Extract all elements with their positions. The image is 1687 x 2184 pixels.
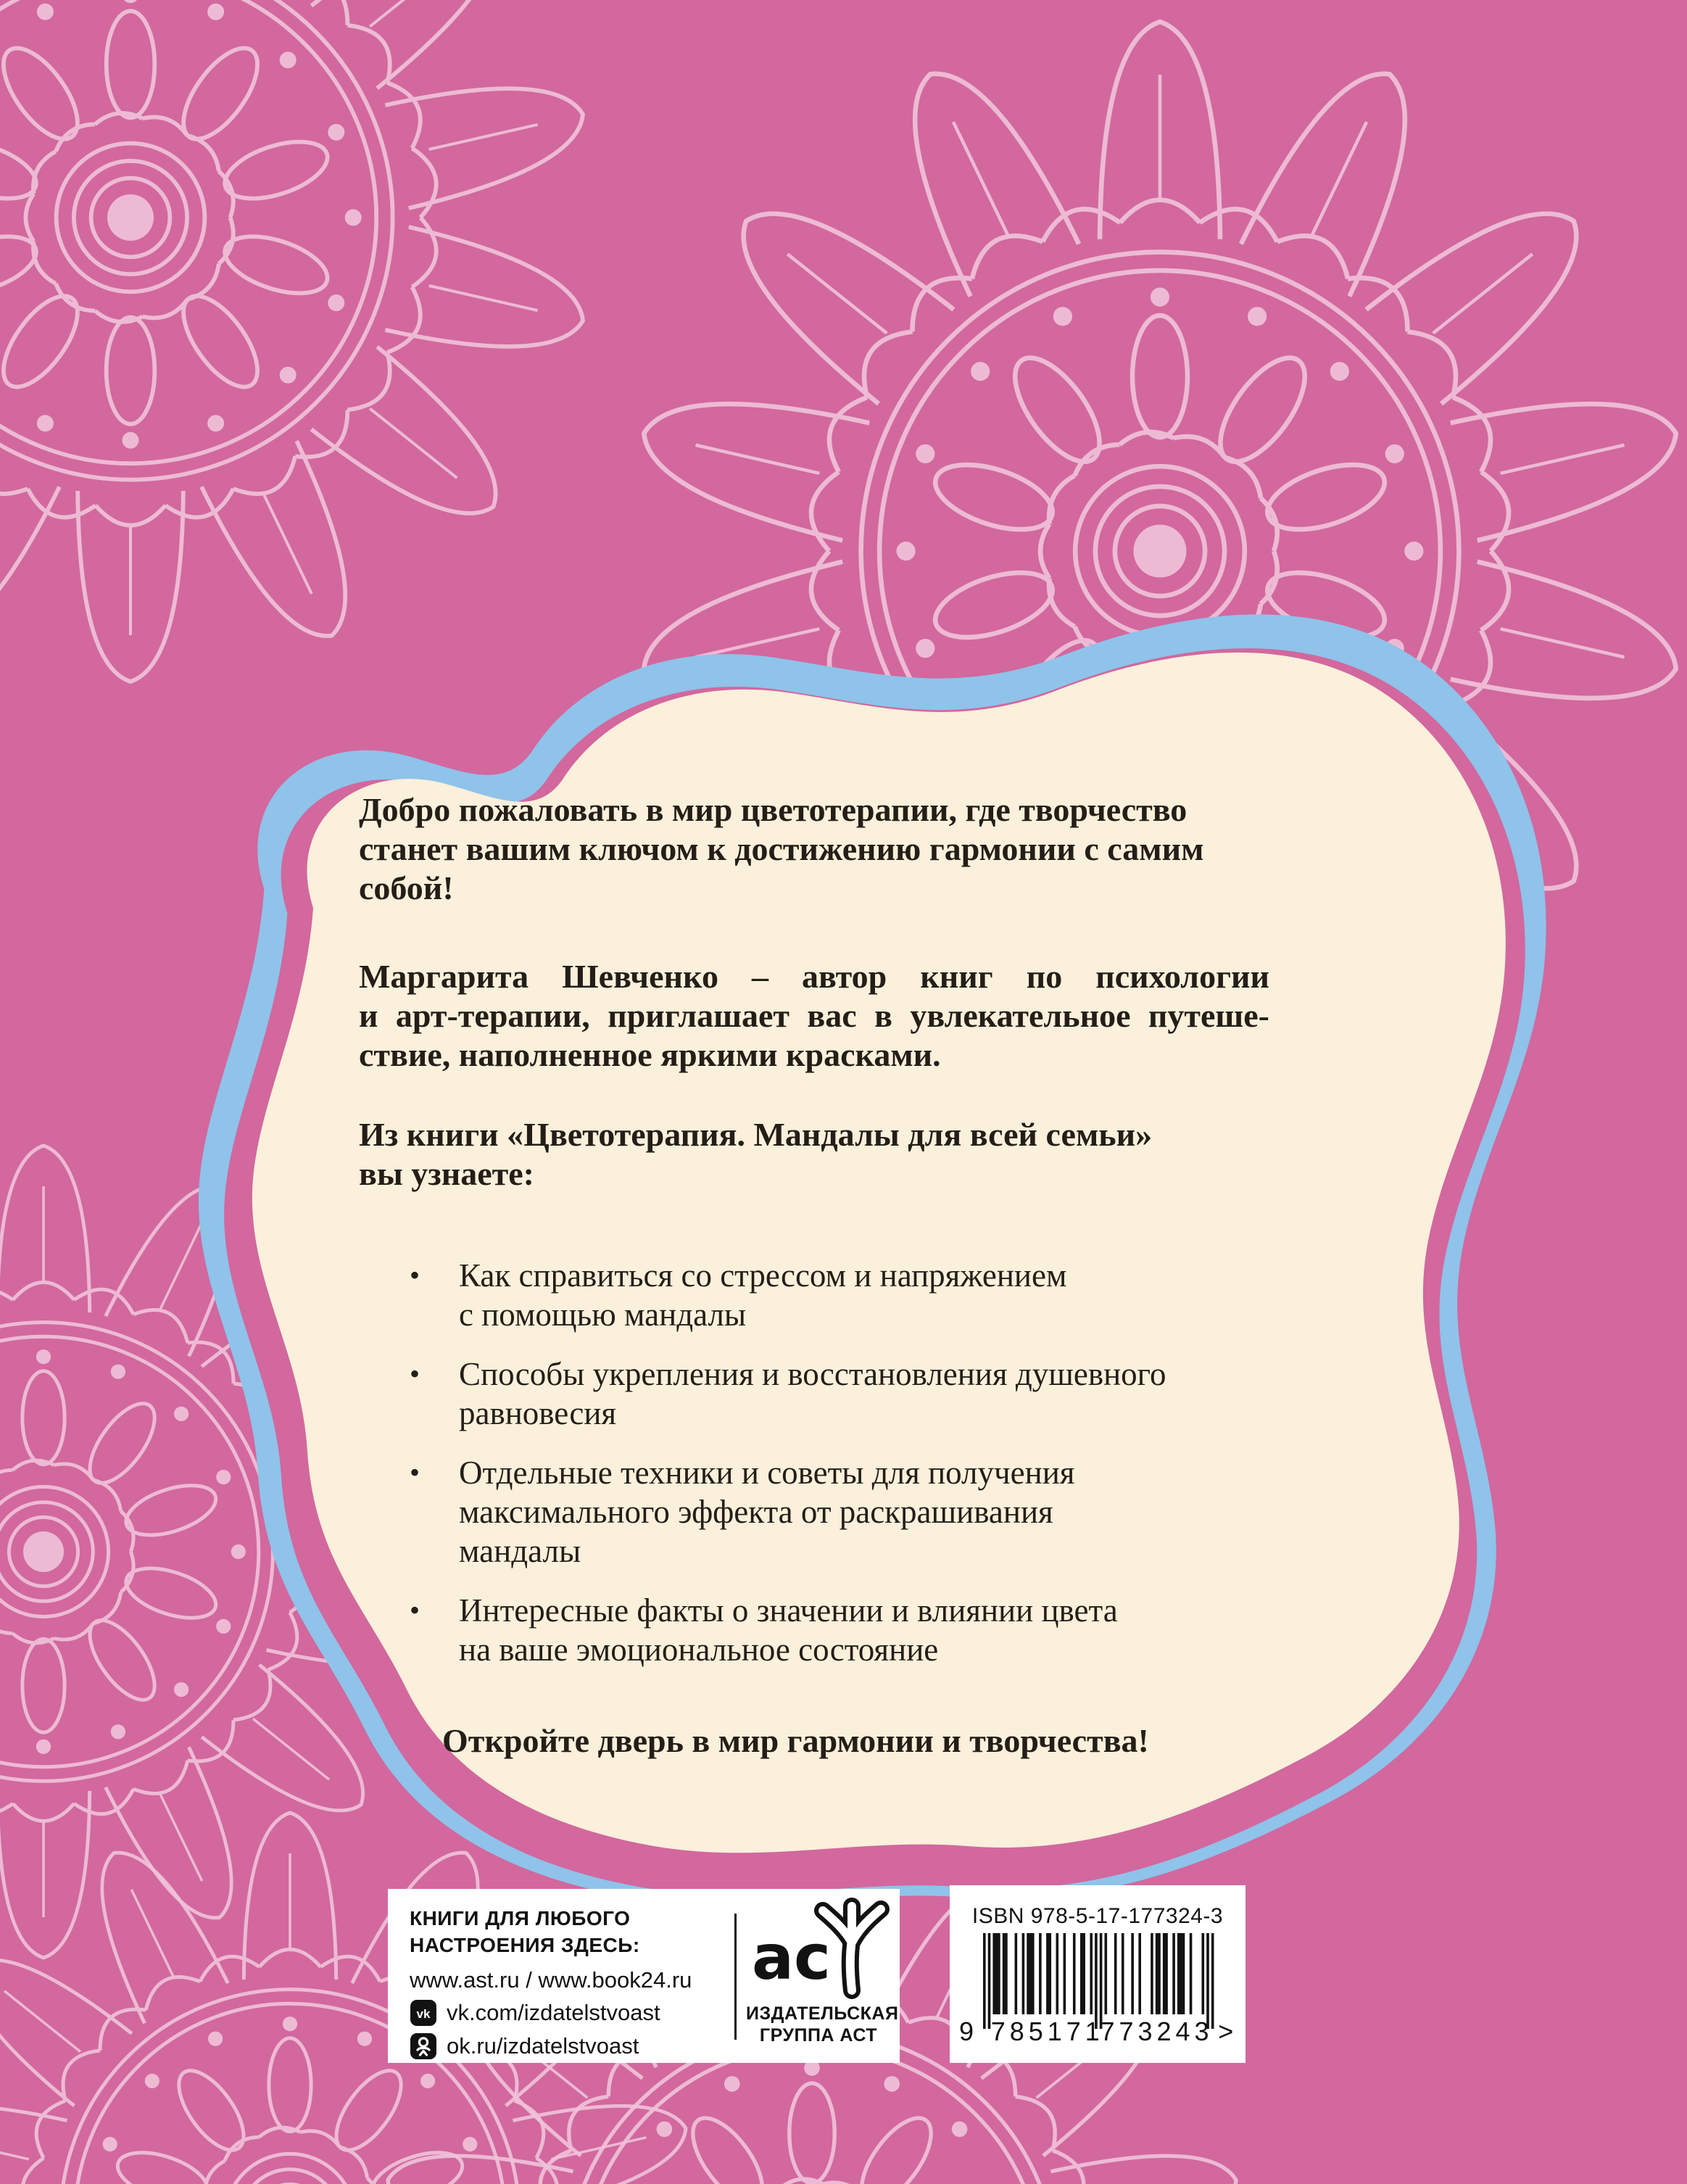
closing-line: Откройте дверь в мир гармонии и творчества! — [442, 1722, 1149, 1759]
vk-link-text: vk.com/izdatelstvoast — [447, 2000, 660, 2025]
text-line: Как справиться со стрессом и напряжением — [459, 1257, 1067, 1294]
svg-text:9: 9 — [958, 2017, 979, 2046]
svg-text:773243: 773243 — [1100, 2017, 1214, 2046]
bullet-item — [359, 1453, 1269, 1571]
websites-line: www.ast.ru / www.book24.ru — [410, 1967, 692, 1993]
author-paragraph — [359, 957, 1269, 1075]
text-line: Способы укрепления и восстановления душевного — [459, 1356, 1166, 1392]
text-line: ствие, наполненное яркими красками. — [359, 1036, 941, 1073]
ok-link-text: ok.ru/izdatelstvoast — [447, 2033, 639, 2059]
text-line: ГРУППА АСТ — [759, 2025, 878, 2046]
text-line: и арт-терапии, приглашает вас в увлекательное путеше- — [359, 997, 1269, 1034]
vk-link-line — [410, 1999, 729, 2027]
text-line: с помощью мандалы — [459, 1296, 747, 1333]
ok-link-line — [410, 2032, 729, 2060]
bullet-dot-icon: • — [410, 1259, 420, 1291]
books-heading — [410, 1905, 729, 1958]
bullet-text — [459, 1453, 1075, 1571]
text-line: мандалы — [459, 1533, 581, 1569]
isbn-box — [950, 1885, 1245, 2063]
vk-icon — [410, 1999, 437, 2027]
bullet-item — [359, 1256, 1269, 1334]
blurb-text-block — [359, 790, 1269, 1760]
divider-line — [734, 1914, 737, 2040]
ast-logo — [746, 1898, 891, 1999]
text-line: ИЗДАТЕЛЬСКАЯ — [746, 2003, 899, 2024]
bullet-dot-icon: • — [410, 1357, 420, 1390]
text-line: вы узнаете: — [359, 1155, 534, 1192]
ok-icon — [410, 2032, 437, 2060]
text-line: КНИГИ ДЛЯ ЛЮБОГО — [410, 1907, 631, 1929]
text-line: на ваше эмоциональное состояние — [459, 1631, 939, 1668]
bullet-dot-icon: • — [410, 1594, 420, 1626]
text-line: станет вашим ключом к достижению гармонии с самим — [359, 830, 1204, 867]
text-line: Добро пожаловать в мир цветотерапии, где творчество — [359, 791, 1187, 828]
publisher-name — [746, 2003, 899, 2046]
barcode — [954, 1930, 1241, 2046]
svg-text:ас: ас — [752, 1922, 832, 1994]
bullet-text — [459, 1591, 1118, 1669]
intro-paragraph — [359, 790, 1269, 908]
isbn-label: ISBN 978-5-17-177324-3 — [971, 1904, 1224, 1928]
svg-text:vk: vk — [416, 2007, 431, 2021]
links-column — [410, 1905, 729, 2060]
text-line: Интересные факты о значении и влиянии цвета — [459, 1592, 1118, 1629]
text-line: Маргарита Шевченко – автор книг по психологии — [359, 958, 1269, 995]
svg-text:>: > — [1218, 2017, 1238, 2046]
bullet-dot-icon: • — [410, 1456, 420, 1489]
text-line: Отдельные техники и советы для получения — [459, 1455, 1075, 1491]
text-line: НАСТРОЕНИЯ ЗДЕСЬ: — [410, 1934, 640, 1956]
bullet-item — [359, 1591, 1269, 1669]
text-line: максимального эффекта от раскрашивания — [459, 1494, 1053, 1530]
bullet-text — [459, 1256, 1066, 1334]
from-book-paragraph — [359, 1115, 1269, 1194]
svg-text:785171: 785171 — [990, 2017, 1104, 2046]
bullet-text — [459, 1354, 1166, 1433]
publisher-links-box — [388, 1889, 900, 2063]
text-line: Из книги «Цветотерапия. Мандалы для всей семьи» — [359, 1116, 1153, 1153]
text-line: равновесия — [459, 1395, 617, 1431]
bullet-item — [359, 1354, 1269, 1433]
ast-logo-block — [746, 1898, 899, 2046]
text-line: собой! — [359, 869, 454, 906]
bullet-list — [359, 1256, 1269, 1669]
